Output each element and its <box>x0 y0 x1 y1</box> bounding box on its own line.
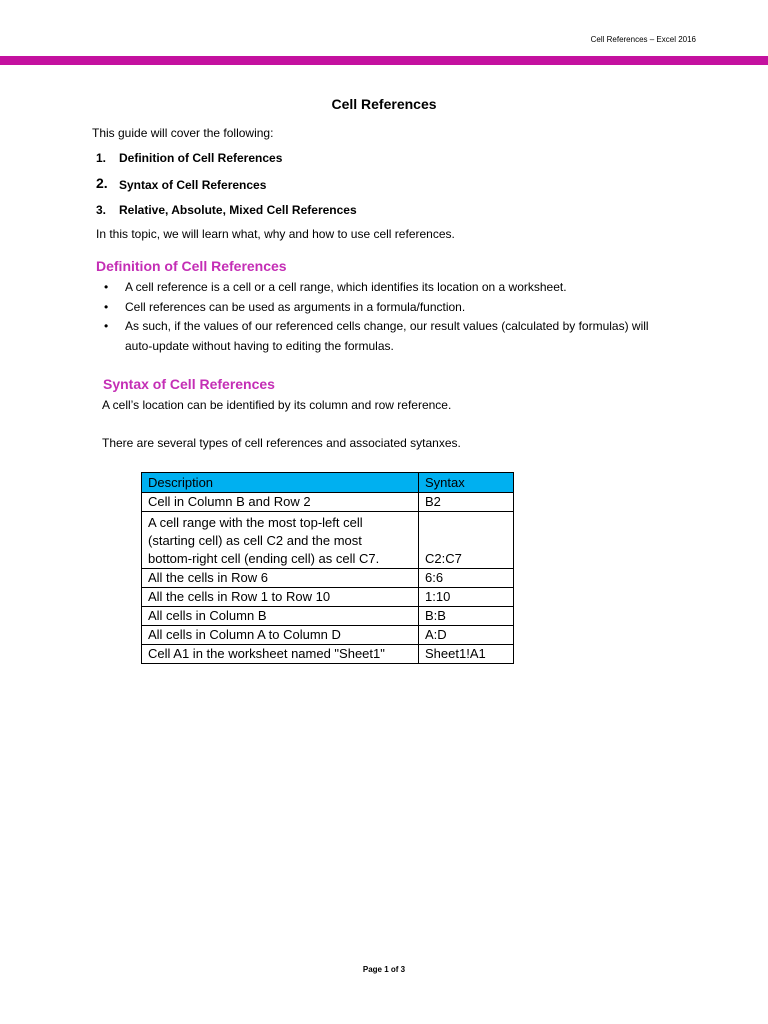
table-row <box>142 626 514 645</box>
toc-item-3: Relative, Absolute, Mixed Cell References <box>119 203 357 217</box>
table-cell-syntax: B:B <box>419 607 514 626</box>
table-header-row <box>142 473 514 493</box>
table-cell-description <box>142 512 419 569</box>
table-cell-description-line: A cell range with the most top-left cell <box>148 515 363 530</box>
table-cell-description: All the cells in Row 1 to Row 10 <box>142 588 419 607</box>
table-cell-description: All the cells in Row 6 <box>142 569 419 588</box>
page-title: Cell References <box>331 96 437 112</box>
syntax-para-1: A cell’s location can be identified by its column and row reference. <box>102 398 452 412</box>
bullet-text-3: As such, if the values of our referenced cells change, our result values (calculated by formulas) will <box>125 319 649 333</box>
table-header-description: Description <box>142 473 419 493</box>
header-text: Cell References – Excel 2016 <box>590 35 696 44</box>
table-row <box>142 569 514 588</box>
toc-num-1: 1. <box>96 151 107 165</box>
bullet-text-1: A cell reference is a cell or a cell range, which identifies its location on a worksheet. <box>125 280 567 294</box>
table-cell-syntax: 6:6 <box>419 569 514 588</box>
bullet-text-2: Cell references can be used as arguments in a formula/function. <box>125 300 466 314</box>
table-cell-syntax: B2 <box>419 493 514 512</box>
toc-num-3: 3. <box>96 203 107 217</box>
toc-item-2: Syntax of Cell References <box>119 178 267 192</box>
topic-line: In this topic, we will learn what, why and how to use cell references. <box>96 227 455 241</box>
table-cell-syntax: A:D <box>419 626 514 645</box>
toc-item-1: Definition of Cell References <box>119 151 283 165</box>
table-cell-description: All cells in Column A to Column D <box>142 626 419 645</box>
table-row <box>142 588 514 607</box>
table-cell-description: Cell A1 in the worksheet named "Sheet1" <box>142 645 419 664</box>
section-heading-syntax: Syntax of Cell References <box>103 376 275 392</box>
table-cell-description-line: (starting cell) as cell C2 and the most <box>148 533 362 548</box>
table-row <box>142 645 514 664</box>
table-cell-description-line: bottom-right cell (ending cell) as cell C7. <box>148 551 380 566</box>
cell-reference-table <box>141 472 514 664</box>
syntax-para-2: There are several types of cell references and associated sytanxes. <box>102 436 461 450</box>
intro-text: This guide will cover the following: <box>92 126 274 140</box>
bullet-icon: • <box>104 280 109 294</box>
bullet-icon: • <box>104 300 109 314</box>
table-row <box>142 607 514 626</box>
table-cell-description: All cells in Column B <box>142 607 419 626</box>
table-cell-syntax: C2:C7 <box>419 512 514 569</box>
page-footer: Page 1 of 3 <box>362 965 406 974</box>
bullet-icon: • <box>104 319 109 333</box>
table-row <box>142 512 514 569</box>
table-row <box>142 493 514 512</box>
table-cell-syntax: Sheet1!A1 <box>419 645 514 664</box>
toc-num-2: 2. <box>96 175 108 191</box>
bullet-text-3-cont: auto-update without having to editing the formulas. <box>125 339 394 353</box>
header-bar <box>0 56 768 65</box>
table-cell-description: Cell in Column B and Row 2 <box>142 493 419 512</box>
section-heading-definition: Definition of Cell References <box>96 258 287 274</box>
table-header-syntax: Syntax <box>419 473 514 493</box>
table-cell-syntax: 1:10 <box>419 588 514 607</box>
